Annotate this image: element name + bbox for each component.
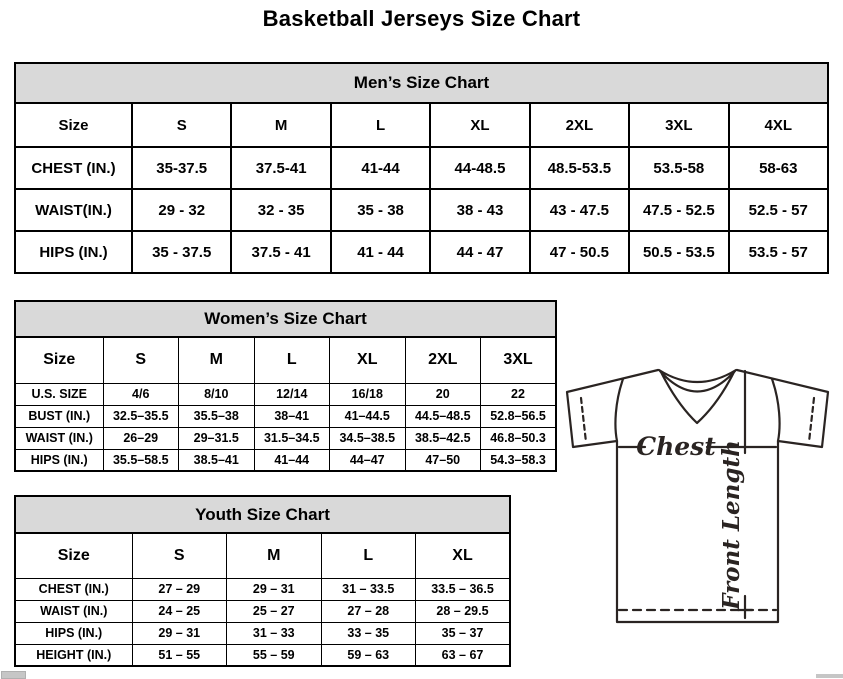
horizontal-scrollbar-thumb-right[interactable] [816, 674, 843, 678]
row-label: BUST (IN.) [15, 405, 103, 427]
size-cell: 37.5-41 [231, 147, 330, 189]
size-cell: 25 – 27 [227, 600, 322, 622]
size-cell: 58-63 [729, 147, 828, 189]
mens-size-chart [14, 62, 829, 274]
size-cell: 51 – 55 [132, 644, 227, 666]
row-label: WAIST(IN.) [15, 189, 132, 231]
column-header: Size [15, 337, 103, 383]
size-cell: 31.5–34.5 [254, 427, 330, 449]
size-cell: 22 [481, 383, 557, 405]
size-cell: 44.5–48.5 [405, 405, 481, 427]
size-cell: 33.5 – 36.5 [416, 578, 511, 600]
page-title: Basketball Jerseys Size Chart [262, 6, 581, 31]
size-cell: 48.5-53.5 [530, 147, 629, 189]
table-row [15, 383, 556, 405]
column-header: M [231, 103, 330, 147]
size-cell: 27 – 28 [321, 600, 416, 622]
right-cuff-dashed-line [809, 398, 814, 442]
size-cell: 26–29 [103, 427, 179, 449]
size-cell: 38 - 43 [430, 189, 529, 231]
table-row [15, 449, 556, 471]
size-cell: 4/6 [103, 383, 179, 405]
mens-table-title: Men’s Size Chart [14, 62, 829, 102]
column-header: S [103, 337, 179, 383]
size-cell: 47.5 - 52.5 [629, 189, 728, 231]
size-cell: 44 - 47 [430, 231, 529, 273]
right-armhole-seam [772, 379, 780, 441]
size-cell: 44–47 [330, 449, 406, 471]
table-row [15, 147, 828, 189]
womens-table [14, 336, 557, 472]
size-cell: 53.5 - 57 [729, 231, 828, 273]
size-cell: 63 – 67 [416, 644, 511, 666]
column-header: Size [15, 103, 132, 147]
row-label: CHEST (IN.) [15, 147, 132, 189]
column-header: S [132, 103, 231, 147]
mens-table [14, 102, 829, 274]
size-cell: 8/10 [179, 383, 255, 405]
youth-table [14, 532, 511, 667]
column-header: 3XL [481, 337, 557, 383]
size-cell: 55 – 59 [227, 644, 322, 666]
column-header: S [132, 533, 227, 578]
table-row [15, 600, 510, 622]
column-header: L [321, 533, 416, 578]
row-label: HIPS (IN.) [15, 231, 132, 273]
size-cell: 35 - 38 [331, 189, 430, 231]
front-length-label: Front Length [718, 440, 745, 610]
table-row [15, 405, 556, 427]
size-cell: 29 – 31 [132, 622, 227, 644]
left-cuff-dashed-line [581, 398, 586, 442]
size-cell: 24 – 25 [132, 600, 227, 622]
column-header: M [179, 337, 255, 383]
size-cell: 37.5 - 41 [231, 231, 330, 273]
horizontal-scrollbar-thumb-left[interactable] [1, 671, 26, 679]
jersey-measurement-diagram [555, 360, 843, 650]
chest-label: Chest [636, 432, 716, 461]
left-armhole-seam [615, 379, 623, 441]
size-cell: 29–31.5 [179, 427, 255, 449]
size-cell: 41–44.5 [330, 405, 406, 427]
table-row [15, 644, 510, 666]
size-cell: 31 – 33.5 [321, 578, 416, 600]
size-cell: 44-48.5 [430, 147, 529, 189]
size-cell: 32 - 35 [231, 189, 330, 231]
size-cell: 53.5-58 [629, 147, 728, 189]
size-cell: 35.5–58.5 [103, 449, 179, 471]
womens-table-title: Women’s Size Chart [14, 300, 557, 336]
size-cell: 47 - 50.5 [530, 231, 629, 273]
size-cell: 46.8–50.3 [481, 427, 557, 449]
size-cell: 16/18 [330, 383, 406, 405]
column-header: 2XL [405, 337, 481, 383]
column-header: XL [416, 533, 511, 578]
column-header: XL [330, 337, 406, 383]
row-label: HIPS (IN.) [15, 622, 132, 644]
size-cell: 12/14 [254, 383, 330, 405]
size-cell: 59 – 63 [321, 644, 416, 666]
collar-v-line [661, 372, 734, 423]
size-cell: 32.5–35.5 [103, 405, 179, 427]
size-cell: 41 - 44 [331, 231, 430, 273]
size-cell: 50.5 - 53.5 [629, 231, 728, 273]
size-cell: 54.3–58.3 [481, 449, 557, 471]
column-header: L [254, 337, 330, 383]
size-cell: 41–44 [254, 449, 330, 471]
size-cell: 34.5–38.5 [330, 427, 406, 449]
size-cell: 35 - 37.5 [132, 231, 231, 273]
row-label: CHEST (IN.) [15, 578, 132, 600]
size-cell: 41-44 [331, 147, 430, 189]
womens-size-chart [14, 300, 557, 472]
row-label: U.S. SIZE [15, 383, 103, 405]
size-cell: 31 – 33 [227, 622, 322, 644]
size-cell: 38.5–42.5 [405, 427, 481, 449]
column-header: Size [15, 533, 132, 578]
row-label: HIPS (IN.) [15, 449, 103, 471]
size-cell: 38.5–41 [179, 449, 255, 471]
size-cell: 35.5–38 [179, 405, 255, 427]
column-header: XL [430, 103, 529, 147]
size-cell: 29 – 31 [227, 578, 322, 600]
youth-size-chart [14, 495, 511, 667]
column-header: M [227, 533, 322, 578]
jersey-outline [567, 370, 828, 622]
row-label: HEIGHT (IN.) [15, 644, 132, 666]
row-label: WAIST (IN.) [15, 427, 103, 449]
column-header: 3XL [629, 103, 728, 147]
row-label: WAIST (IN.) [15, 600, 132, 622]
size-cell: 52.8–56.5 [481, 405, 557, 427]
table-row [15, 578, 510, 600]
size-cell: 27 – 29 [132, 578, 227, 600]
table-row [15, 189, 828, 231]
size-cell: 28 – 29.5 [416, 600, 511, 622]
size-cell: 29 - 32 [132, 189, 231, 231]
size-cell: 33 – 35 [321, 622, 416, 644]
table-row [15, 622, 510, 644]
column-header: L [331, 103, 430, 147]
size-cell: 47–50 [405, 449, 481, 471]
table-row [15, 427, 556, 449]
size-cell: 35 – 37 [416, 622, 511, 644]
youth-table-title: Youth Size Chart [14, 495, 511, 532]
size-cell: 38–41 [254, 405, 330, 427]
size-cell: 52.5 - 57 [729, 189, 828, 231]
column-header: 4XL [729, 103, 828, 147]
column-header: 2XL [530, 103, 629, 147]
size-cell: 43 - 47.5 [530, 189, 629, 231]
table-row [15, 231, 828, 273]
size-cell: 20 [405, 383, 481, 405]
size-cell: 35-37.5 [132, 147, 231, 189]
